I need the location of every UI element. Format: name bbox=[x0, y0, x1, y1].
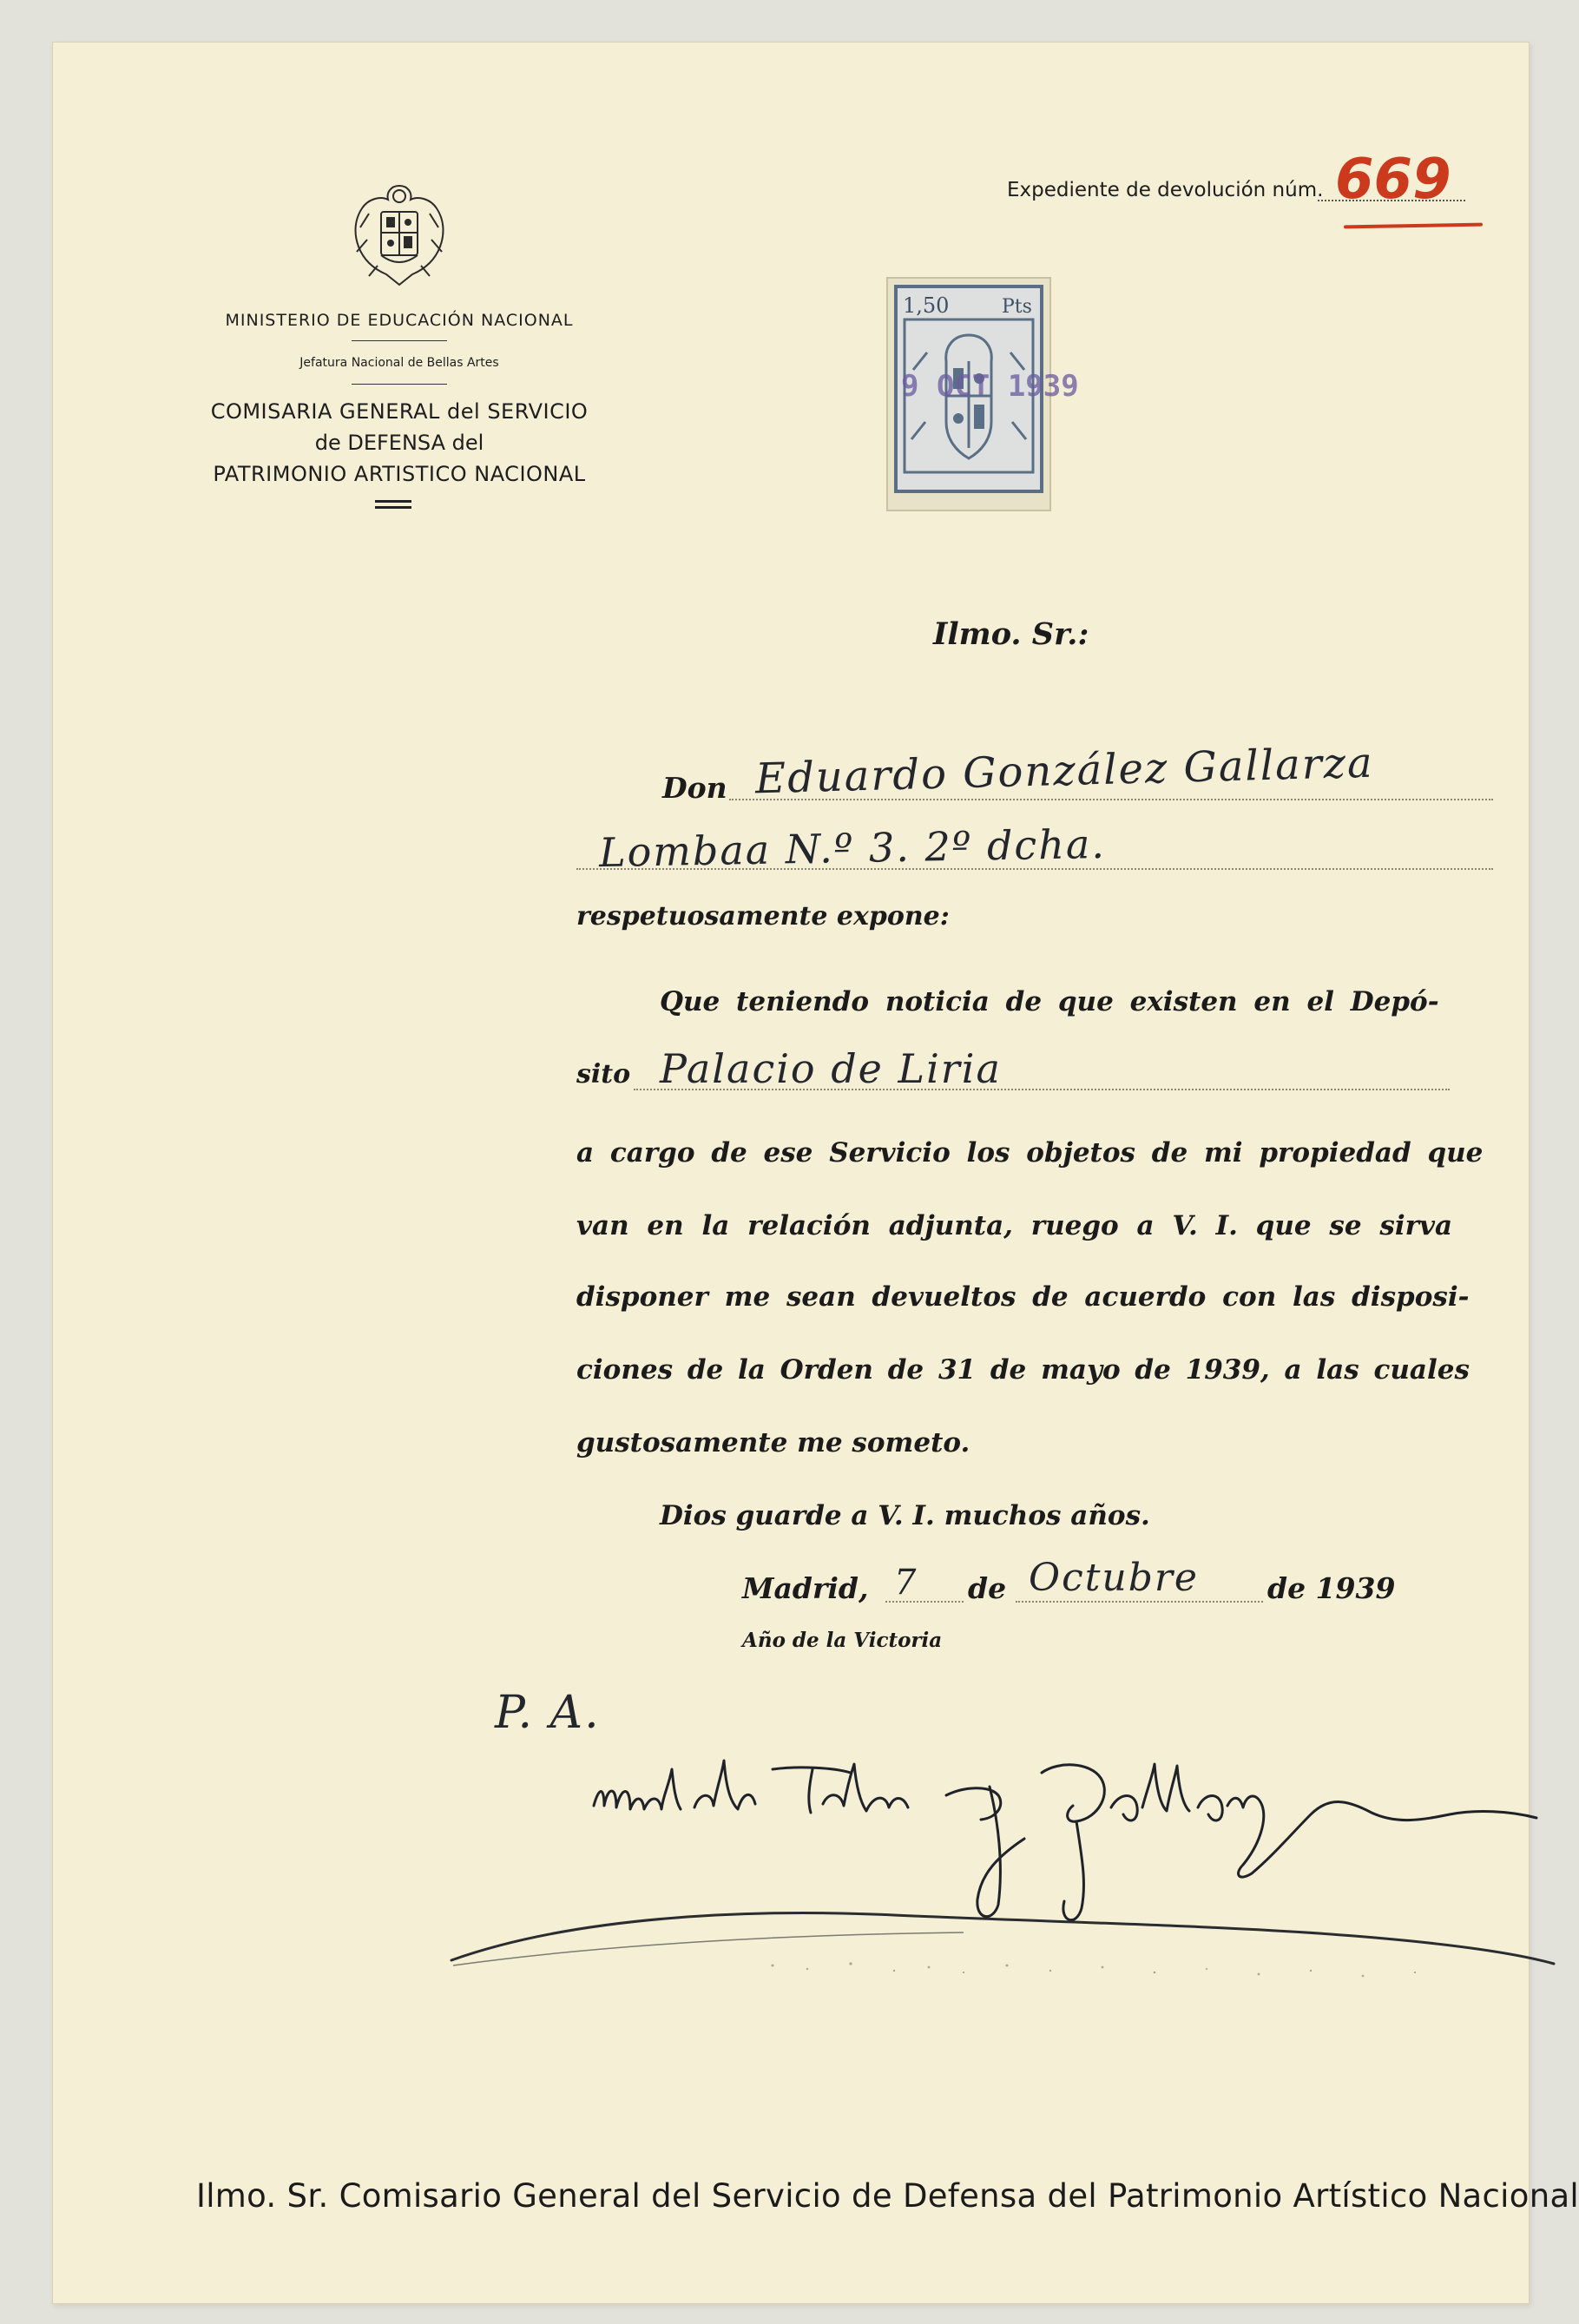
header-divider bbox=[352, 384, 447, 385]
footer-addressee: Ilmo. Sr. Comisario General del Servicio de Defensa del Patrimonio Artístico Nacional bbox=[196, 2177, 1579, 2215]
signature-flourish bbox=[443, 1891, 1571, 1986]
year-label: de 1939 bbox=[1267, 1571, 1396, 1605]
document-page bbox=[52, 42, 1579, 2304]
header-divider bbox=[352, 340, 447, 341]
handwritten-name: Eduardo González Gallarza bbox=[754, 738, 1375, 804]
stamp-postmark: 9 OCT 1939 bbox=[901, 369, 1079, 404]
comisaria-heading-line3: PATRIMONIO ARTISTICO NACIONAL bbox=[213, 462, 586, 486]
stamp-value: 1,50 bbox=[903, 293, 950, 318]
expone-line: respetuosamente expone: bbox=[576, 901, 950, 932]
month-dotted-line bbox=[1016, 1601, 1263, 1603]
ano-victoria-label: Año de la Victoria bbox=[742, 1629, 943, 1652]
expediente-red-underline bbox=[1344, 223, 1483, 229]
sito-label: sito bbox=[576, 1059, 631, 1090]
body-line-6: gustosamente me someto. bbox=[576, 1427, 970, 1458]
handwritten-month: Octubre bbox=[1029, 1556, 1199, 1600]
handwritten-day: 7 bbox=[894, 1563, 918, 1603]
double-rule-ornament bbox=[375, 500, 411, 509]
expediente-label: Expediente de devolución núm. bbox=[1007, 179, 1324, 201]
handwritten-pa: P. A. bbox=[495, 1687, 601, 1739]
fiscal-stamp bbox=[884, 274, 1079, 514]
salutation: Ilmo. Sr.: bbox=[933, 616, 1089, 652]
stamp-currency: Pts bbox=[1002, 296, 1032, 318]
expediente-number: 669 bbox=[1335, 148, 1451, 212]
body-line-5: ciones de la Orden de 31 de mayo de 1939, a las cuales bbox=[576, 1354, 1470, 1386]
body-line-4: disponer me sean devueltos de acuerdo con las disposi- bbox=[576, 1281, 1470, 1313]
body-line-3: van en la relación adjunta, ruego a V. I. que se sirva bbox=[576, 1210, 1453, 1241]
place-label: Madrid, bbox=[742, 1571, 869, 1605]
body-line-2: a cargo de ese Servicio los objetos de mi propiedad que bbox=[576, 1137, 1484, 1169]
body-line-1: Que teniendo noticia de que existen en el Depó- bbox=[660, 986, 1439, 1017]
closing-formula: Dios guarde a V. I. muchos años. bbox=[660, 1500, 1150, 1531]
coat-of-arms-emblem bbox=[343, 179, 456, 292]
handwritten-address: Lombaa N.º 3. 2º dcha. bbox=[598, 820, 1107, 877]
comisaria-heading-line1: COMISARIA GENERAL del SERVICIO bbox=[210, 399, 589, 424]
date-de-label: de bbox=[968, 1571, 1007, 1605]
comisaria-heading-line2: de DEFENSA del bbox=[314, 431, 484, 455]
don-label: Don bbox=[662, 771, 727, 805]
ministry-heading: MINISTERIO DE EDUCACIÓN NACIONAL bbox=[225, 311, 574, 330]
jefatura-subheading: Jefatura Nacional de Bellas Artes bbox=[299, 356, 499, 370]
handwritten-deposito: Palacio de Liria bbox=[660, 1045, 1002, 1092]
